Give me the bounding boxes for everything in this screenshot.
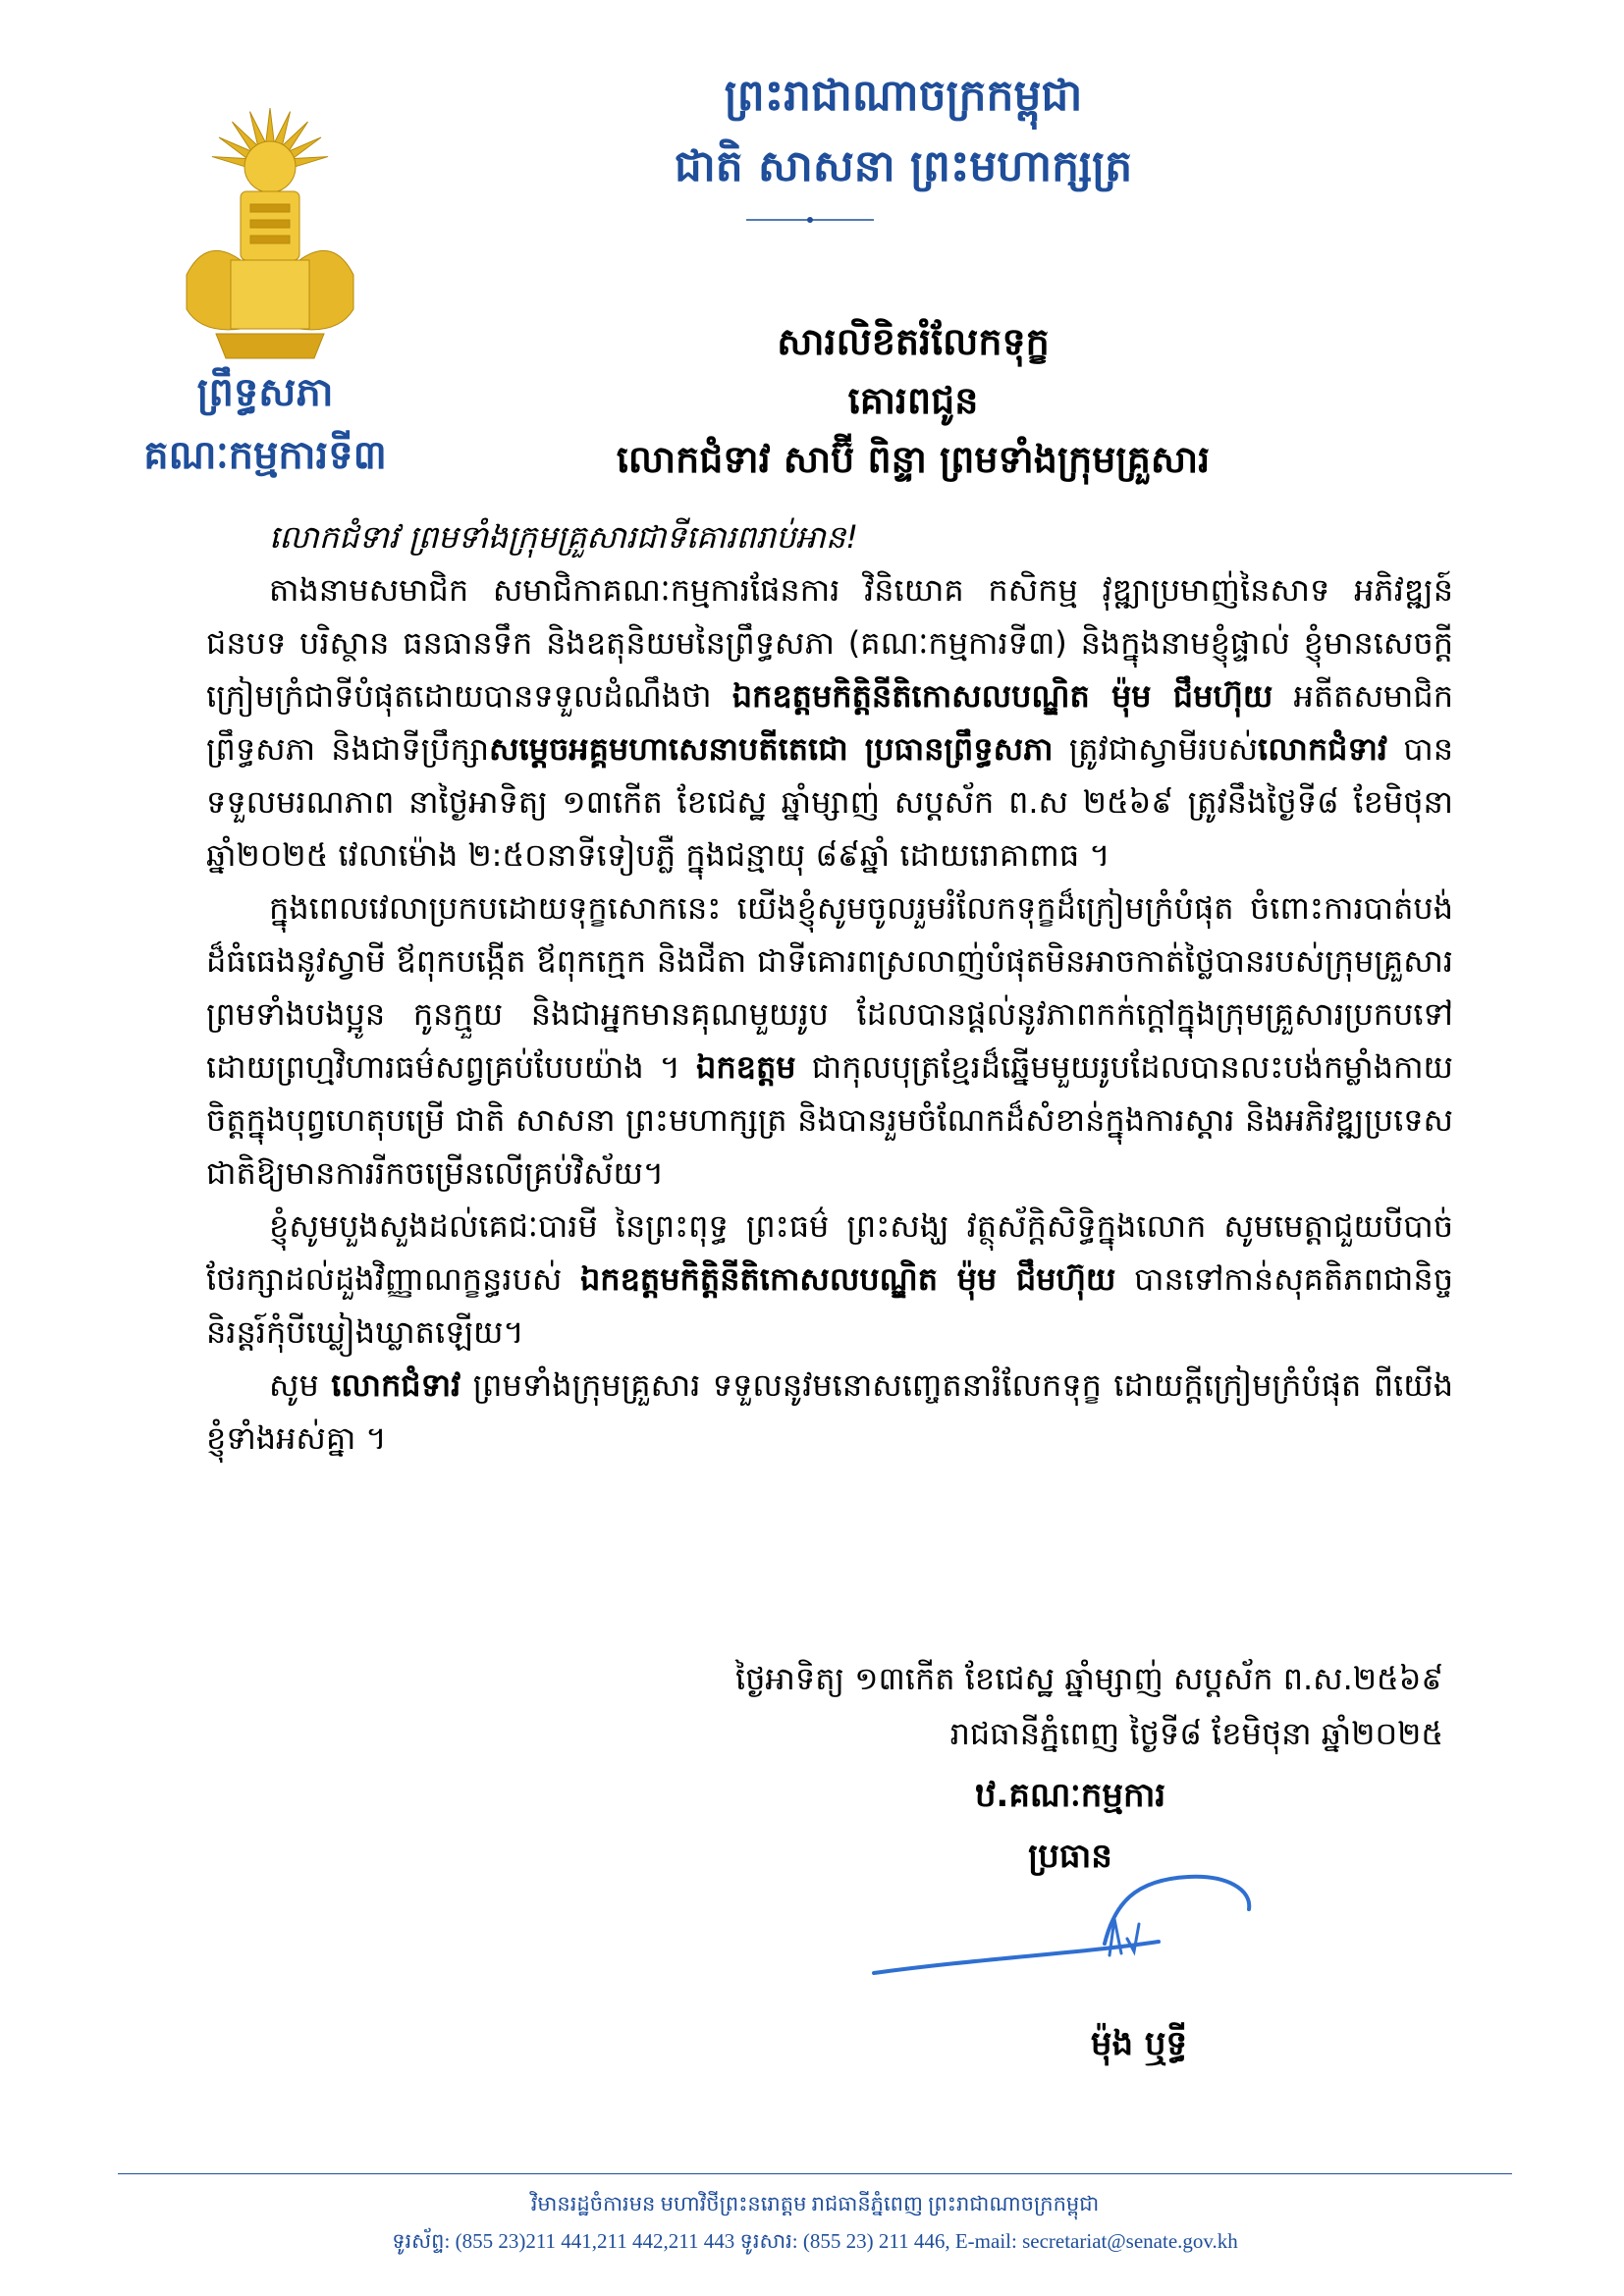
greeting: លោកជំទាវ ព្រមទាំងក្រុមគ្រួសារជាទីគោរពរាប់អាន! xyxy=(269,518,859,556)
national-motto: ជាតិ សាសនា ព្រះមហាក្សត្រ xyxy=(674,141,1133,191)
handwritten-signature xyxy=(864,1865,1257,2002)
signer-name: ម៉ុង ឬទ្ធី xyxy=(1090,2024,1188,2063)
widow-title: លោកជំទាវ xyxy=(1258,730,1388,768)
senate-president-title: សម្តេចអគ្គមហាសេនាបតីតេជោ ប្រធានព្រឹទ្ធសភា xyxy=(489,730,1054,768)
commission-name: គណៈកម្មការទី៣ xyxy=(143,433,387,478)
institution-name: ព្រឹទ្ធសភា xyxy=(196,370,334,415)
on-behalf-label: ឋ.គណៈកម្មការ xyxy=(974,1776,1166,1815)
addressee-salutation: គោរពជូន xyxy=(847,379,979,422)
paragraph-2: ក្នុងពេលវេលាប្រកបដោយទុក្ខសោកនេះ យើងខ្ញុំសូមចូលរួមរំលែកទុក្ខដ៏ក្រៀមក្រំបំផុត ចំពោះការបាត់បង់ដ៏ធំធេងនូវស្វាមី ឪពុកបង្កើត ឪពុកក្មេក និងជីតា ជាទីគោរពស្រលាញ់បំផុតមិនអាចកាត់ថ្លៃបានរបស់ក្រុមគ្រួសារ ព្រមទាំងបងប្អូន កូនក្មួយ និងជាអ្នកមានគុណមួយរូប ដែលបានផ្តល់នូវភាពកក់ក្តៅក្នុងក្រុមគ្រួសារប្រកបទៅដោយព្រហ្មវិហារធម៌សព្វគ្រប់បែបយ៉ាង ។ ឯកឧត្តម ជាកុលបុត្រខ្មែរដ៏ឆ្នើមមួយរូបដែលបានលះបង់កម្លាំងកាយចិត្តក្នុងបុព្វហេតុបម្រើ ជាតិ សាសនា ព្រះមហាក្សត្រ និងបានរួមចំណែកដ៏សំខាន់ក្នុងការស្តារ និងអភិវឌ្ឍប្រទេសជាតិឱ្យមានការរីកចម្រើនលើគ្រប់វិស័យ។ xyxy=(206,889,1454,1192)
paragraph-3: ខ្ញុំសូមបួងសួងដល់គេជៈបារមី នៃព្រះពុទ្ធ ព្រះធម៌ ព្រះសង្ឃ វត្ថុស័ក្តិសិទ្ធិក្នុងលោក សូមមេត្តាជួយបីបាច់ថែរក្សាដល់ដួងវិញ្ញាណក្ខន្ធរបស់ ឯកឧត្តមកិត្តិនីតិកោសលបណ្ឌិត ម៉ុម ជឹមហ៊ុយ បានទៅកាន់សុគតិភពជានិច្ចនិរន្តរ៍កុំបីឃ្លៀងឃ្លាតឡើយ។ xyxy=(206,1207,1454,1351)
footer-divider xyxy=(118,2173,1512,2174)
footer-contact: ទូរស័ព្ទ: (855 23)211 441,211 442,211 443 ទូរសារ: (855 23) 211 446, E-mail: secretariat@senate.gov.kh xyxy=(392,2229,1238,2253)
kingdom-name: ព្រះរាជាណាចក្រកម្ពុជា xyxy=(724,71,1083,121)
place-date: រាជធានីភ្នំពេញ ថ្ងៃទី៨ ខែមិថុនា ឆ្នាំ២០២៥ xyxy=(949,1715,1443,1752)
paragraph-4: សូម លោកជំទាវ ព្រមទាំងក្រុមគ្រួសារ ទទួលនូវមនោសញ្ចេតនារំលែកទុក្ខ ដោយក្តីក្រៀមក្រំបំផុត ពីយើងខ្ញុំទាំងអស់គ្នា ។ xyxy=(206,1366,1454,1457)
footer-address: វិមានរដ្ឋចំការមន មហាវិថីព្រះនរោត្តម រាជធានីភ្នំពេញ ព្រះរាជាណាចក្រកម្ពុជា xyxy=(530,2192,1100,2216)
addressee-name: លោកជំទាវ សាប៊ី ពិន្ទា ព្រមទាំងក្រុមគ្រួសារ xyxy=(616,438,1211,481)
header-ornament xyxy=(746,214,874,226)
position-label: ប្រធាន xyxy=(1028,1837,1112,1876)
lunar-date: ថ្ងៃអាទិត្យ ១៣កើត ខែជេស្ឋ ឆ្នាំម្សាញ់ សប្តស័ក ព.ស.២៥៦៩ xyxy=(734,1660,1443,1697)
deceased-name: ឯកឧត្តមកិត្តិនីតិកោសលបណ្ឌិត ម៉ុម ជឹមហ៊ុយ xyxy=(731,677,1273,715)
letter-title: សារលិខិតរំលែកទុក្ខ xyxy=(777,320,1050,363)
paragraph-1: តាងនាមសមាជិក សមាជិកាគណៈកម្មការផែនការ វិនិយោគ កសិកម្ម វុឌ្ឍាប្រមាញ់នៃសាទ អភិវឌ្ឍន៍ជនបទ បរិស្ថាន ធនធានទឹក និងឧតុនិយមនៃព្រឹទ្ធសភា (គណៈកម្មការទី៣) និងក្នុងនាមខ្ញុំផ្ទាល់ ខ្ញុំមានសេចក្តីក្រៀមក្រំជាទីបំផុតដោយបានទទួលដំណឹងថា ឯកឧត្តមកិត្តិនីតិកោសលបណ្ឌិត ម៉ុម ជឹមហ៊ុយ អតីតសមាជិកព្រឹទ្ធសភា និងជាទីប្រឹក្សាសម្តេចអគ្គមហាសេនាបតីតេជោ ប្រធានព្រឹទ្ធសភា ត្រូវជាស្វាមីរបស់លោកជំទាវ បានទទួលមរណភាព នាថ្ងៃអាទិត្យ ១៣កើត ខែជេស្ឋ ឆ្នាំម្សាញ់ សប្តស័ក ព.ស ២៥៦៩ ត្រូវនឹងថ្ងៃទី៨ ខែមិថុនា ឆ្នាំ២០២៥ វេលាម៉ោង ២:៥០នាទីទៀបភ្លឺ ក្នុងជន្មាយុ ៨៩ឆ្នាំ ដោយរោគាពាធ ។ xyxy=(206,571,1454,874)
letter-body xyxy=(206,510,1453,1465)
